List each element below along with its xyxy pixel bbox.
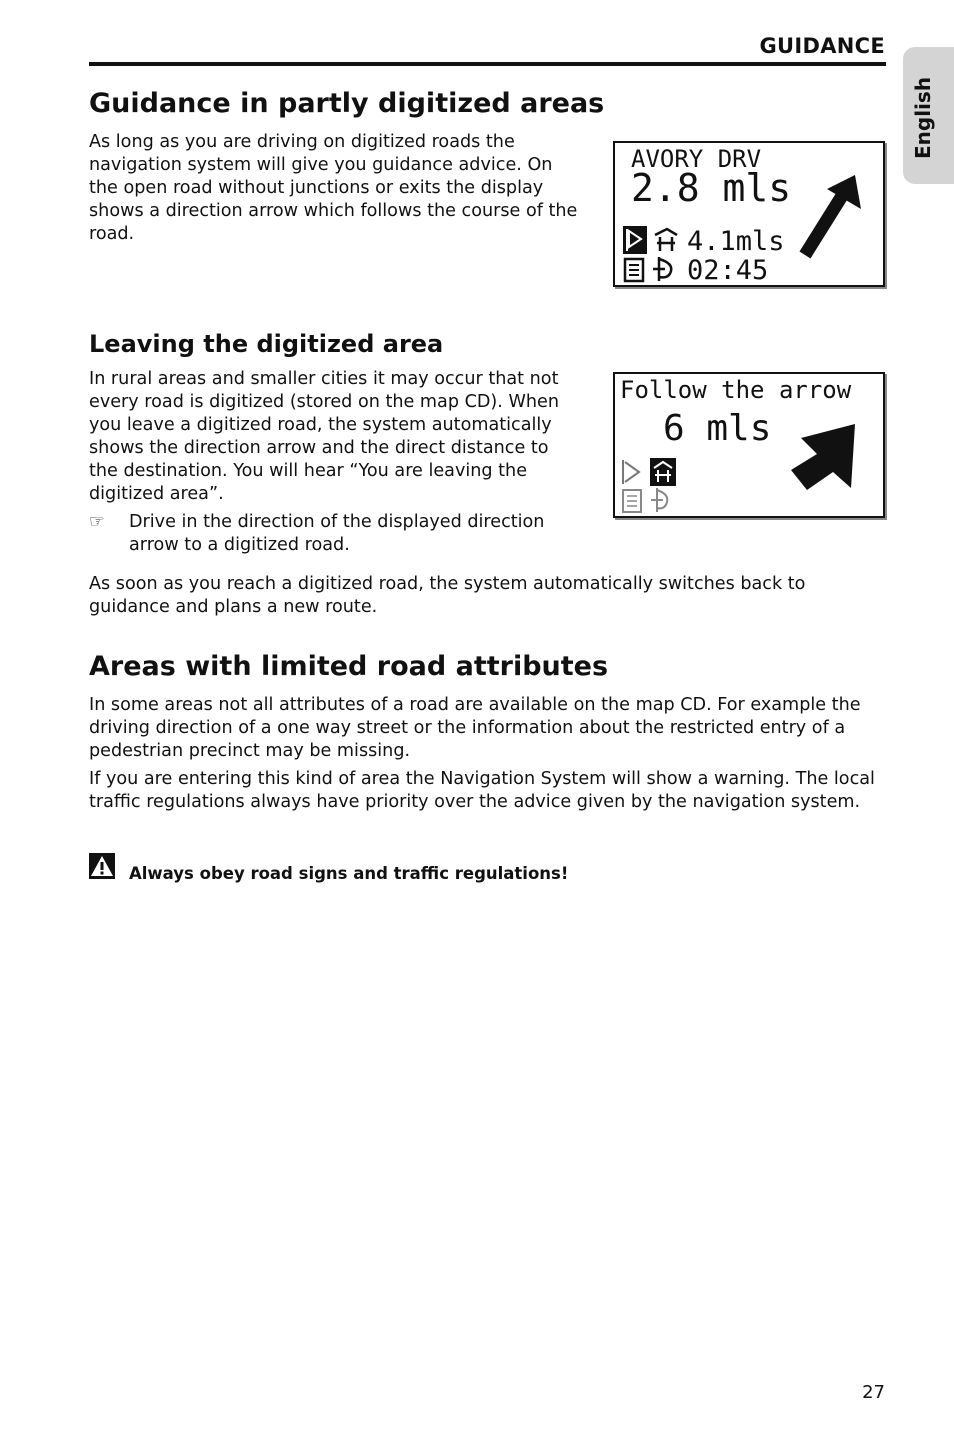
section2-bullet: Drive in the direction of the displayed direction arrow to a digitized road.	[129, 512, 545, 555]
warning-text: Always obey road signs and traffic regulations!	[129, 864, 569, 883]
section-title-partly-digitized: Guidance in partly digitized areas	[89, 88, 605, 119]
bullet-hand-icon: ☞	[89, 512, 105, 532]
language-tab-label: English	[911, 76, 935, 159]
display-street: AVORY DRV	[631, 145, 762, 173]
header-rule	[89, 62, 886, 66]
destination-flag-outline-icon	[623, 460, 639, 484]
section2-followup: As soon as you reach a digitized road, the system automatically switches back to guidance and plans a new route.	[89, 574, 806, 617]
direction-arrow-icon	[805, 175, 861, 255]
section3-body2: If you are entering this kind of area the Navigation System will show a warning. The local traffic regulations always have priority over the advice given by the navigation system.	[89, 769, 875, 812]
destination-flag-icon	[623, 226, 647, 254]
display-direct-distance: 6 mls	[663, 408, 772, 449]
nav-display-guidance	[613, 141, 885, 287]
nav-display-follow-arrow	[613, 372, 885, 518]
display-message: Follow the arrow	[620, 376, 852, 404]
road-sign-icon	[650, 458, 676, 486]
page-number: 27	[862, 1382, 885, 1403]
clock-flag-icon	[653, 257, 671, 281]
language-tab	[903, 47, 954, 184]
list-icon	[625, 259, 643, 281]
section-header: GUIDANCE	[759, 34, 885, 58]
display-distance: 2.8 mls	[631, 166, 792, 210]
direction-arrow-icon	[791, 424, 855, 490]
display-route-distance: 4.1mls	[687, 226, 785, 257]
clock-flag-icon	[651, 488, 667, 512]
section-title-leaving: Leaving the digitized area	[89, 330, 444, 358]
section3-body1: In some areas not all attributes of a road are available on the map CD. For example the driving direction of a one way street or the information about the restricted entry of a pedestrian precinct may be missing.	[89, 695, 861, 761]
list-icon	[623, 490, 641, 512]
section2-body: In rural areas and smaller cities it may occur that not every road is digitized (stored on the map CD). When you leave a digitized road, the system automatically shows the direction arrow and the direct distance to the destination. You will hear “You are leaving the digitized area”.	[89, 369, 559, 504]
display-time: 02:45	[687, 255, 769, 285]
road-sign-icon	[655, 229, 677, 251]
warning-triangle-icon	[89, 853, 115, 879]
section-title-limited-attributes: Areas with limited road attributes	[89, 651, 609, 682]
section1-body: As long as you are driving on digitized roads the navigation system will give you guidance advice. On the open road without junctions or exits the display shows a direction arrow which follows the course of the road.	[89, 132, 578, 244]
